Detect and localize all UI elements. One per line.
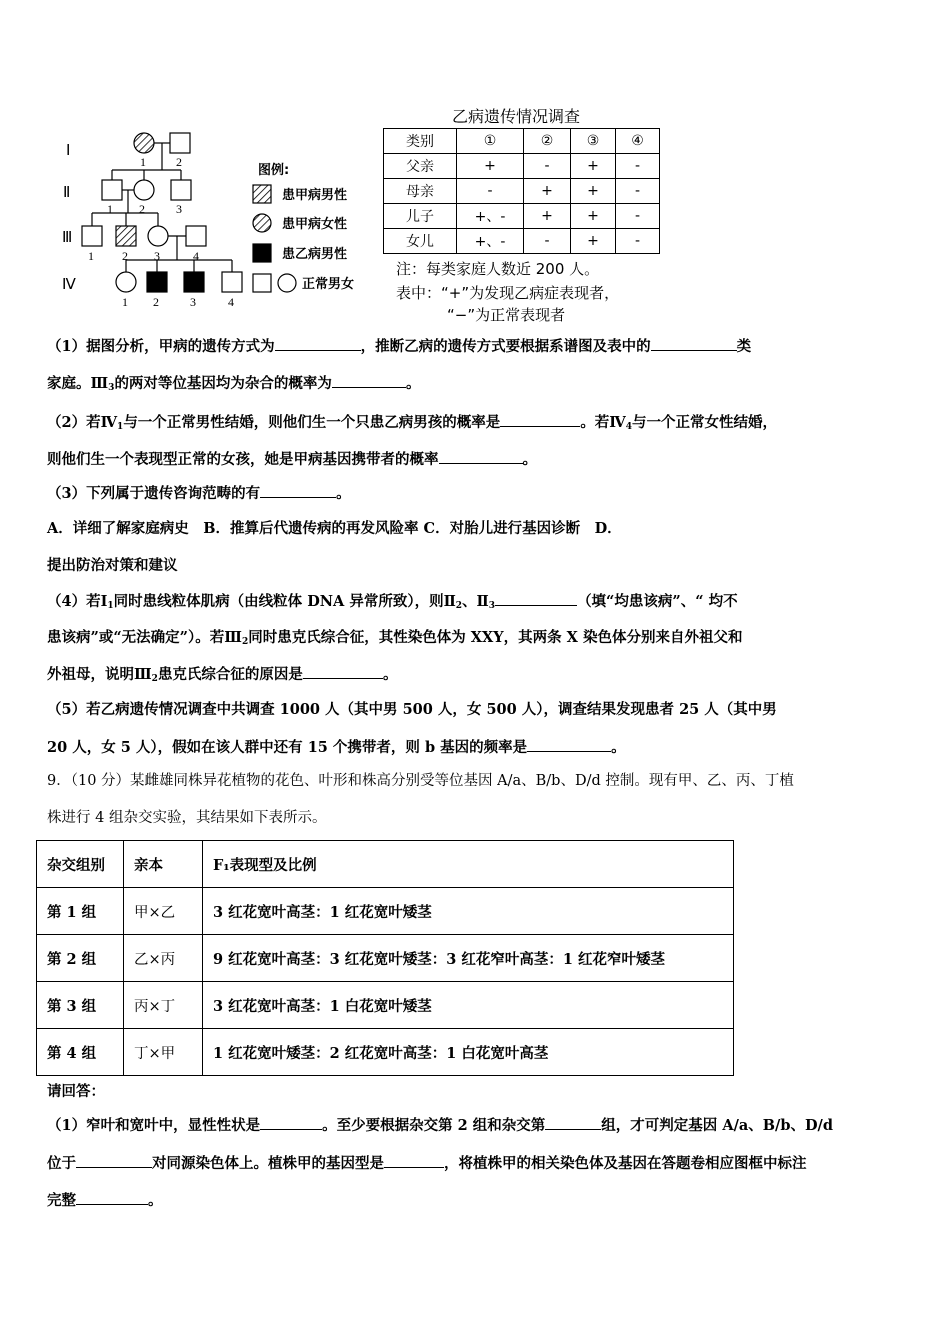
subscript: 1 bbox=[107, 601, 114, 611]
text: 与一个正常女性结婚， bbox=[632, 414, 778, 431]
num-IV4: 4 bbox=[228, 295, 234, 309]
survey-cell: - bbox=[616, 179, 660, 204]
cross-row bbox=[37, 1029, 734, 1076]
legend-normal-male-symbol bbox=[253, 274, 271, 292]
num-I2: 2 bbox=[176, 155, 182, 169]
survey-cell: 父亲 bbox=[384, 154, 457, 179]
text: 。 bbox=[382, 666, 398, 683]
answer-blank[interactable] bbox=[495, 591, 577, 606]
legend-b-male-symbol bbox=[253, 244, 271, 262]
num-III4: 4 bbox=[193, 249, 199, 263]
q8-part2-line2 bbox=[47, 449, 537, 470]
cross-header-cell: F₁表现型及比例 bbox=[203, 841, 734, 888]
survey-cell: - bbox=[524, 229, 571, 254]
survey-cell: + bbox=[524, 179, 571, 204]
survey-note-3: “−”为正常表现者 bbox=[447, 306, 566, 324]
cross-cell: 第 3 组 bbox=[37, 982, 124, 1029]
q8-part3-option-d: 提出防治对策和建议 bbox=[47, 557, 178, 574]
cross-cell: 丙×丁 bbox=[124, 982, 203, 1029]
num-I1: 1 bbox=[140, 155, 146, 169]
I1-affected-a-female bbox=[134, 133, 154, 153]
text: 。若Ⅳ bbox=[580, 414, 626, 431]
num-III3: 3 bbox=[154, 249, 160, 263]
legend-normal-female-symbol bbox=[278, 274, 296, 292]
cross-cell: 丁×甲 bbox=[124, 1029, 203, 1076]
cross-cell: 乙×丙 bbox=[124, 935, 203, 982]
num-IV3: 3 bbox=[190, 295, 196, 309]
cross-cell: 甲×乙 bbox=[124, 888, 203, 935]
text: （1）窄叶和宽叶中，显性性状是 bbox=[47, 1117, 261, 1134]
survey-cell: - bbox=[524, 154, 571, 179]
survey-cell: 儿子 bbox=[384, 204, 457, 229]
cross-cell: 3 红花宽叶高茎：1 红花宽叶矮茎 bbox=[203, 888, 734, 935]
cross-cell: 第 4 组 bbox=[37, 1029, 124, 1076]
cross-cell: 1 红花宽叶矮茎：2 红花宽叶高茎：1 白花宽叶高茎 bbox=[203, 1029, 734, 1076]
III3-normal-female bbox=[148, 226, 168, 246]
answer-blank[interactable] bbox=[500, 412, 580, 427]
text: （3）下列属于遗传咨询范畴的有 bbox=[47, 485, 261, 502]
num-II2: 2 bbox=[139, 202, 145, 216]
num-II1: 1 bbox=[107, 202, 113, 216]
survey-note-2: 表中：“+”为发现乙病症表现者， bbox=[396, 284, 620, 302]
text: 组，才可判定基因 A/a、B/b、D/d bbox=[601, 1117, 833, 1134]
pedigree-diagram bbox=[0, 0, 380, 320]
legend-normal: 正常男女 bbox=[302, 277, 355, 292]
text: 。 bbox=[336, 485, 351, 502]
subscript: 2 bbox=[241, 637, 249, 647]
text: 同时患克氏综合征，其性染色体为 XXY，其两条 X 染色体分别来自外祖父和 bbox=[248, 629, 743, 646]
survey-cell: - bbox=[616, 229, 660, 254]
survey-note-1: 注：每类家庭人数近 200 人。 bbox=[396, 260, 600, 278]
text: 同时患线粒体肌病（由线粒体 DNA 异常所致），则Ⅱ bbox=[113, 593, 456, 610]
text: 对同源染色体上。植株甲的基因型是 bbox=[152, 1155, 384, 1172]
subscript: 1 bbox=[117, 422, 124, 432]
III2-affected-a-male bbox=[116, 226, 136, 246]
q8-part5-line1: （5）若乙病遗传情况调查中共调查 1000 人（其中男 500 人，女 500 人），调查结果发现患者 25 人（其中男 bbox=[47, 701, 777, 718]
text: 患克氏综合征的原因是 bbox=[157, 666, 303, 683]
survey-table bbox=[383, 128, 660, 254]
survey-cell: + bbox=[571, 229, 616, 254]
cross-cell: 3 红花宽叶高茎：1 白花宽叶矮茎 bbox=[203, 982, 734, 1029]
answer-blank[interactable] bbox=[527, 737, 611, 752]
text: （4）若Ⅰ bbox=[47, 593, 108, 610]
survey-cell: 母亲 bbox=[384, 179, 457, 204]
survey-cell: + bbox=[571, 179, 616, 204]
text: 。 bbox=[611, 739, 626, 756]
survey-cell: +、- bbox=[457, 204, 524, 229]
text: 。 bbox=[148, 1192, 163, 1209]
text: 、Ⅱ bbox=[462, 593, 489, 610]
survey-cell: + bbox=[457, 154, 524, 179]
q9-part1-line1 bbox=[47, 1115, 833, 1136]
III4-normal-male bbox=[186, 226, 206, 246]
answer-blank[interactable] bbox=[260, 483, 336, 498]
cross-results-table bbox=[36, 840, 734, 1076]
text: 家庭。Ⅲ bbox=[47, 375, 109, 392]
q8-part4-line2 bbox=[47, 628, 742, 652]
answer-blank[interactable] bbox=[76, 1153, 152, 1168]
gen-label-3: Ⅲ bbox=[62, 230, 73, 246]
IV3-affected-b-male bbox=[184, 272, 204, 292]
survey-cell: + bbox=[524, 204, 571, 229]
q9-part1-line3 bbox=[47, 1190, 163, 1211]
legend-a-female: 患甲病女性 bbox=[282, 217, 348, 232]
text: 与一个正常男性结婚，则他们生一个只患乙病男孩的概率是 bbox=[123, 414, 501, 431]
text: 患该病”或“无法确定”）。若Ⅲ bbox=[47, 629, 242, 646]
cross-header-row bbox=[37, 841, 734, 888]
text: （填“均患该病”、“ 均不 bbox=[577, 593, 738, 610]
answer-blank[interactable] bbox=[260, 1115, 322, 1130]
cross-header-cell: 亲本 bbox=[124, 841, 203, 888]
II3-normal-male bbox=[171, 180, 191, 200]
survey-cell: 女儿 bbox=[384, 229, 457, 254]
gen-label-2: Ⅱ bbox=[63, 185, 71, 201]
text: （1）据图分析，甲病的遗传方式为 bbox=[47, 338, 275, 355]
survey-row bbox=[384, 204, 660, 229]
IV1-normal-female bbox=[116, 272, 136, 292]
legend-a-male-symbol bbox=[253, 185, 271, 203]
num-II3: 3 bbox=[176, 202, 182, 216]
q9-intro-line2: 株进行 4 组杂交实验，其结果如下表所示。 bbox=[47, 810, 327, 826]
II1-normal-male bbox=[102, 180, 122, 200]
survey-header-cell: 类别 bbox=[384, 129, 457, 154]
num-IV1: 1 bbox=[122, 295, 128, 309]
survey-cell: + bbox=[571, 204, 616, 229]
text: ，将植株甲的相关染色体及基因在答题卷相应图框中标注 bbox=[444, 1155, 807, 1172]
q8-part4-line1 bbox=[47, 591, 738, 616]
answer-blank[interactable] bbox=[76, 1190, 148, 1205]
subscript: 4 bbox=[625, 422, 633, 432]
num-IV2: 2 bbox=[153, 295, 159, 309]
q9-part1-line2 bbox=[47, 1153, 807, 1174]
text: ，推断乙病的遗传方式要根据系谱图及表中的 bbox=[360, 338, 651, 355]
num-III2: 2 bbox=[122, 249, 128, 263]
cross-row bbox=[37, 935, 734, 982]
cross-cell: 第 1 组 bbox=[37, 888, 124, 935]
survey-header-cell: ③ bbox=[571, 129, 616, 154]
IV4-normal-male bbox=[222, 272, 242, 292]
q8-part1-line1 bbox=[47, 336, 751, 357]
survey-cell: + bbox=[571, 154, 616, 179]
q8-part3-options: A．详细了解家庭病史 B．推算后代遗传病的再发风险率 C．对胎儿进行基因诊断 D． bbox=[47, 520, 622, 537]
legend-title: 图例: bbox=[258, 163, 290, 178]
q8-part3-line1 bbox=[47, 483, 351, 504]
q8-part5-line2 bbox=[47, 737, 626, 758]
subscript: 3 bbox=[108, 383, 115, 393]
text: 类 bbox=[736, 338, 752, 355]
I2-normal-male bbox=[170, 133, 190, 153]
q9-intro-line1: 9．（10 分）某雌雄同株异花植物的花色、叶形和株高分别受等位基因 A/a、B/b、D/d 控制。现有甲、乙、丙、丁植 bbox=[47, 773, 794, 789]
text: 。 bbox=[405, 375, 421, 392]
cross-row bbox=[37, 982, 734, 1029]
text: 则他们生一个表现型正常的女孩，她是甲病基因携带者的概率 bbox=[47, 451, 439, 468]
subscript: 3 bbox=[488, 601, 496, 611]
answer-blank[interactable] bbox=[303, 664, 383, 679]
survey-cell: - bbox=[616, 204, 660, 229]
survey-header-cell: ④ bbox=[616, 129, 660, 154]
survey-header-cell: ② bbox=[524, 129, 571, 154]
survey-title: 乙病遗传情况调查 bbox=[452, 107, 581, 126]
num-III1: 1 bbox=[88, 249, 94, 263]
cross-cell: 第 2 组 bbox=[37, 935, 124, 982]
II2-normal-female bbox=[134, 180, 154, 200]
gen-label-1: Ⅰ bbox=[66, 143, 71, 159]
III1-normal-male bbox=[82, 226, 102, 246]
q8-part4-line3 bbox=[47, 664, 397, 689]
cross-header-cell: 杂交组别 bbox=[37, 841, 124, 888]
q9-ask: 请回答： bbox=[47, 1083, 105, 1100]
subscript: 2 bbox=[455, 601, 463, 611]
legend-b-male: 患乙病男性 bbox=[282, 247, 348, 262]
survey-row bbox=[384, 154, 660, 179]
text: 。至少要根据杂交第 2 组和杂交第 bbox=[322, 1117, 546, 1134]
survey-cell: - bbox=[616, 154, 660, 179]
survey-cell: +、- bbox=[457, 229, 524, 254]
cross-cell: 9 红花宽叶高茎：3 红花宽叶矮茎：3 红花窄叶高茎：1 红花窄叶矮茎 bbox=[203, 935, 734, 982]
cross-row bbox=[37, 888, 734, 935]
q8-part2-line1 bbox=[47, 412, 777, 437]
gen-label-4: Ⅳ bbox=[62, 277, 76, 293]
text: 外祖母，说明Ⅲ bbox=[47, 666, 152, 683]
q8-part1-line2 bbox=[47, 373, 420, 398]
survey-row bbox=[384, 229, 660, 254]
survey-header-cell: ① bbox=[457, 129, 524, 154]
survey-header-row bbox=[384, 129, 660, 154]
text: 20 人，女 5 人），假如在该人群中还有 15 个携带者，则 b 基因的频率是 bbox=[47, 739, 528, 756]
text: 的两对等位基因均为杂合的概率为 bbox=[114, 375, 332, 392]
text: 位于 bbox=[47, 1155, 76, 1172]
answer-blank[interactable] bbox=[384, 1153, 444, 1168]
text: 完整 bbox=[47, 1192, 76, 1209]
text: 。 bbox=[522, 451, 537, 468]
answer-blank[interactable] bbox=[332, 373, 406, 388]
answer-blank[interactable] bbox=[545, 1115, 601, 1130]
legend-a-female-symbol bbox=[253, 214, 271, 232]
survey-cell: - bbox=[457, 179, 524, 204]
answer-blank[interactable] bbox=[275, 336, 361, 351]
legend-a-male: 患甲病男性 bbox=[282, 188, 348, 203]
IV2-affected-b-male bbox=[147, 272, 167, 292]
survey-row bbox=[384, 179, 660, 204]
text: （2）若Ⅳ bbox=[47, 414, 118, 431]
answer-blank[interactable] bbox=[439, 449, 523, 464]
subscript: 2 bbox=[151, 674, 158, 684]
answer-blank[interactable] bbox=[651, 336, 737, 351]
